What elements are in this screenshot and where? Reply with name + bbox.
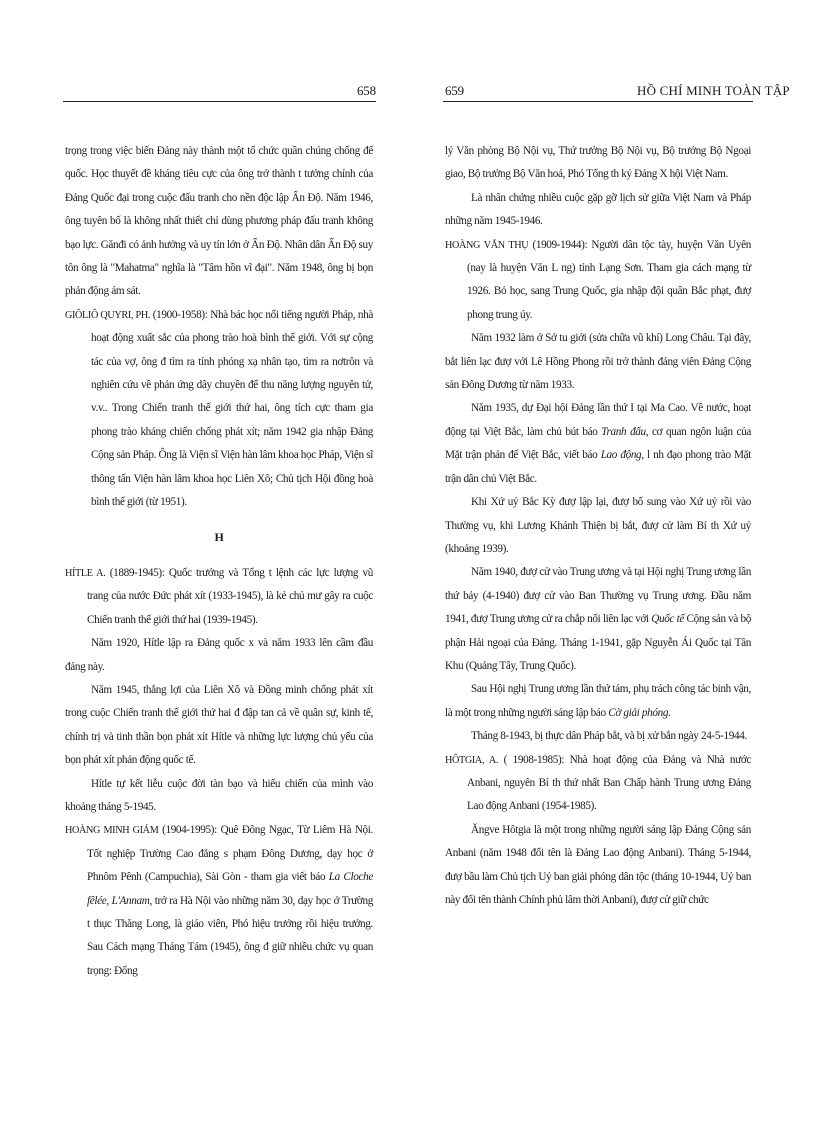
paragraph: Tháng 8-1943, bị thực dân Pháp bắt, và bị xử bắn ngày 24-5-1944. (471, 730, 747, 743)
text: Sau Hội nghị Trung ương lần thứ tám, phụ trách công tác binh vận, là một trong những người sáng lập báo (445, 683, 751, 719)
text: Cộng sản và bộ phận Hải ngoại của Đảng. Tháng 1-1941, gặp Nguyễn Ái Quốc tại Tân Khu (Quảng Tây, Trung Quốc). (445, 613, 752, 672)
newspaper-title: Lao động (600, 449, 642, 462)
paragraph: Khi Xứ uỷ Bắc Kỳ đượ lập lại, đượ bổ sung vào Xứ uỷ rồi vào Thường vụ, khi Lương Khánh Thiện bị bắt, đượ cử làm Bí th Xứ uỷ (khoảng 1939). (445, 496, 751, 555)
newspaper-title: La Cloche fêlée, L'Annam (87, 871, 373, 907)
entry-text: (1900-1958): Nhà bác học nổi tiếng người Pháp, nhà hoạt động xuất sắc của phong trào hoà bình thế giới. Với sự cộng tác của vợ, ông đ tìm ra tính phóng xạ nhân tạo, tìm ra nơtrôn và nghiên cứu về phản ứng dây chuyền để thu năng lượng nguyên tử, v.v.. Trong Chiến tranh thế giới thứ hai, ông tích cực tham gia phong trào kháng chiến chống phát xít; năm 1942 gia nhập Đảng Cộng sản Pháp. Ông là Viện sĩ Viện hàn lâm khoa học Pháp, Viện sĩ thông tấn Viện hàn lâm khoa học Liên Xô; Chủ tịch Hội đồng hoà bình thế giới (từ 1951). (91, 308, 373, 509)
paragraph: Ăngve Hôtgia là một trong những người sáng lập Đảng Cộng sản Anbani (năm 1948 đổi tên là Đảng Lao động Anbani). Tháng 5-1944, đượ bầu làm Chủ tịch Uỷ ban giải phóng dân tộc (tháng 10-1944, Uỷ ban này đổi tên thành Chính phủ lâm thời Anbani), đượ cử giữ chức (445, 823, 751, 906)
section-letter-h: H (214, 529, 224, 544)
paragraph: Năm 1945, thắng lợi của Liên Xô và Đồng minh chống phát xít trong cuộc Chiến tranh thế giới thứ hai đ đập tan cả về quân sự, kinh tế, chính trị và tinh thần bọn phát xít Hítle và những lực lượng chủ yếu của bọn phát xít phản động quốc tế. (65, 683, 373, 767)
entry-head: HÍTLE A. (65, 567, 106, 579)
entry-hitler (65, 562, 373, 632)
entry-head: GIÔLIÔ QUYRI, PH. (65, 309, 151, 321)
running-head: HỒ CHÍ MINH TOÀN TẬP (637, 83, 790, 98)
text: , cơ quan ngôn luận của Mặt trận phản đế Việt Bắc, viết báo (445, 425, 751, 462)
ghandi-continuation: trọng trong việc biến Đảng này thành một tổ chức quần chúng chống đế quốc. Học thuyết đề kháng tiêu cực của ông trở thành t tưởng chính của Đảng Quốc đại trong cuộc đấu tranh cho nền độc lập Ấn Độ. Năm 1946, ông tuyên bố là không nhất thiết chỉ dùng phương pháp đấu tranh không bạo lực. Gănđi có ảnh hưởng và uy tín lớn ở Ấn Độ. Nhân dân Ấn Độ suy tôn ông là "Mahatma" nghĩa là "Tâm hồn vĩ đại". Năm 1948, ông bị bọn phản động ám sát. (65, 145, 373, 298)
paragraph: Năm 1920, Hítle lập ra Đảng quốc x và năm 1933 lên cầm đầu đảng này. (65, 637, 373, 673)
paragraph (445, 561, 751, 678)
right-page-number: 659 (445, 83, 464, 98)
paragraph: Năm 1932 làm ở Sở tu giới (sửa chữa vũ khí) Long Châu. Tại đây, bắt liên lạc đượ với Lê Hồng Phong rồi trở thành đảng viên Đảng Cộng sản Đông Dương từ năm 1933. (445, 332, 751, 392)
entry-text: (1889-1945): Quốc trưởng và Tổng t lệnh các lực lượng vũ trang của nước Đức phát xít (1933-1945), là kẻ chủ mư gây ra cuộc Chiến tranh thế giới thứ hai (1939-1945). (87, 566, 373, 626)
left-column (65, 140, 373, 983)
header-rule-right (443, 101, 753, 102)
entry-text: , trở ra Hà Nội vào những năm 30, dạy học ở Trường t thục Thăng Long, là giáo viên, Phó hiệu trưởng rồi hiệu trưởng. Sau Cách mạng Tháng Tám (1945), ông đ giữ nhiều chức vụ quan trọng: Đổng (87, 894, 373, 977)
newspaper-title: Cờ giải phóng (608, 706, 669, 719)
newspaper-title: Tranh đấu (601, 425, 646, 438)
right-column (445, 140, 751, 912)
entry-text: (1909-1944): Người dân tộc tày, huyện Văn Uyên (nay là huyện Văn L ng) tỉnh Lạng Sơn. Tham gia cách mạng từ 1926. Bỏ học, sang Trung Quốc, gia nhập đội quân Bắc phạt, đượ phong trung úy. (467, 238, 751, 321)
entry-hoang-van-thu (445, 234, 751, 328)
paragraph (445, 678, 751, 725)
entry-text: ( 1908-1985): Nhà hoạt động của Đảng và Nhà nước Anbani, nguyên Bí th thứ nhất Ban Chấp hành Trung ương Đảng Lao động Anbani (1954-1985). (467, 753, 751, 813)
text: . (668, 706, 671, 719)
entry-text: (1904-1995): Quê Đông Ngạc, Từ Liêm Hà Nội. Tốt nghiệp Trường Cao đẳng s phạm Đông Dương, dạy học ở Phnôm Pênh (Campuchia), Sài Gòn - tham gia viết báo (87, 824, 373, 884)
paragraph: Là nhân chứng nhiều cuộc gặp gỡ lịch sử giữa Việt Nam và Pháp những năm 1945-1946. (445, 191, 751, 228)
entry-head: HOÀNG VĂN THỤ (445, 239, 529, 251)
hmg-continuation: lý Văn phòng Bộ Nội vụ, Thứ trưởng Bộ Nội vụ, Bộ trưởng Bộ Ngoại giao, Bộ trưởng Bộ Văn hoá, Phó Tổng th ký Đảng X hội Việt Nam. (445, 145, 751, 181)
left-page-number: 658 (357, 83, 376, 98)
text: , l nh đạo phong trào Mặt trận dân chủ Việt Bắc. (445, 449, 751, 485)
entry-head: HÔTGIA, A. (445, 754, 499, 766)
text: Năm 1940, đượ cử vào Trung ương và tại Hội nghị Trung ương lần thứ bảy (4-1940) đượ cử vào Ban Thường vụ Trung ương. Đầu năm 1941, đượ Trung ương cử ra chắp nối liên lạc với (445, 566, 751, 626)
header-rule-left (63, 101, 376, 102)
entry-head: HOÀNG MINH GIÁM (65, 825, 159, 837)
italic-term: Quốc tế (651, 613, 684, 626)
paragraph (445, 397, 751, 491)
entry-joliot-curie (65, 304, 373, 515)
entry-hoxha (445, 749, 751, 819)
entry-hoang-minh-giam (65, 819, 373, 983)
text: Năm 1935, dự Đại hội Đảng lần thứ I tại Ma Cao. Về nước, hoạt động tại Việt Bắc, làm chủ bút báo (445, 402, 751, 438)
paragraph: Hítle tự kết liễu cuộc đời tàn bạo và hiếu chiến của mình vào khoảng tháng 5-1945. (65, 777, 373, 813)
